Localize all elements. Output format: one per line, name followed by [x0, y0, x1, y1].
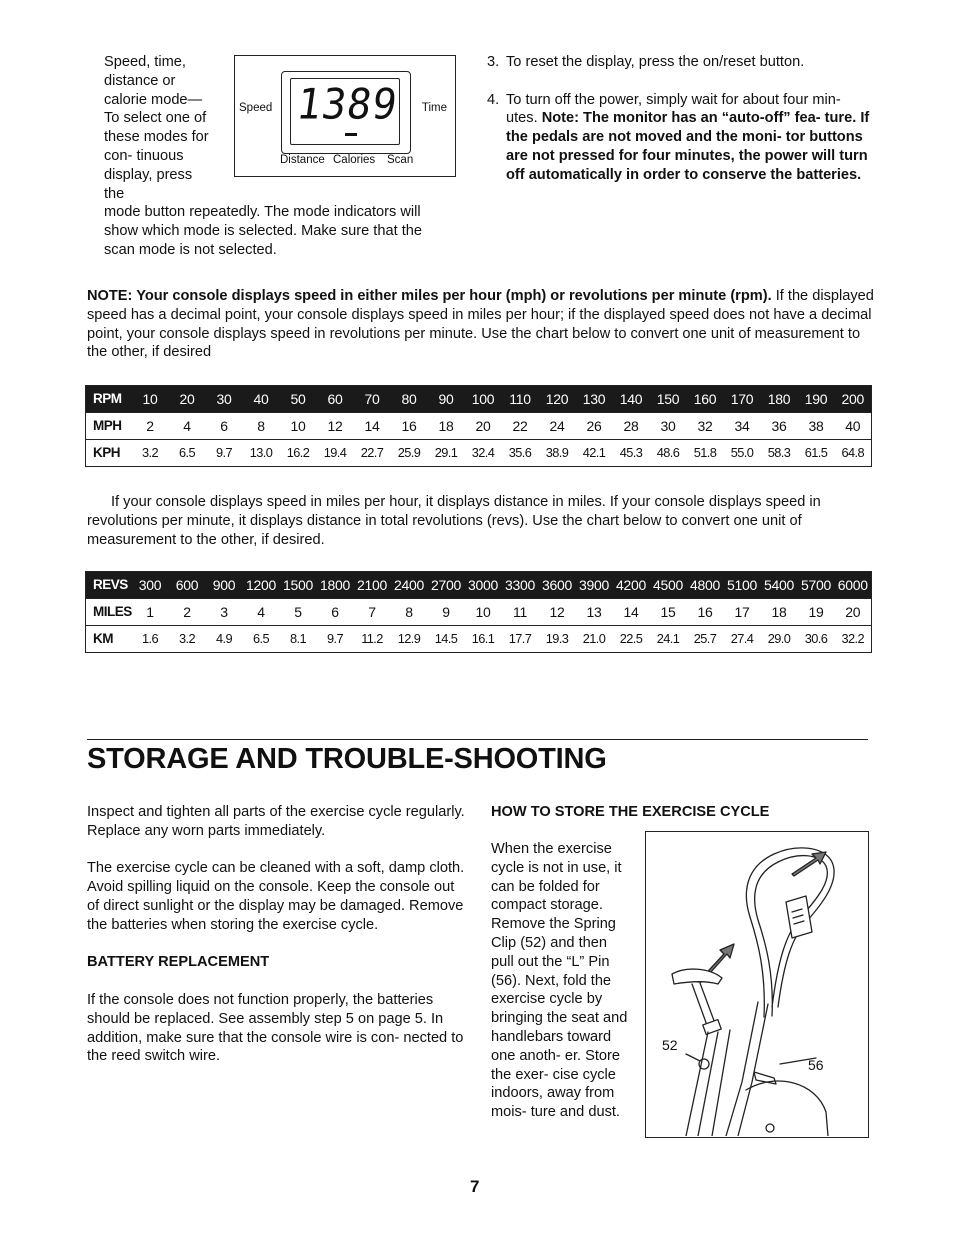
row-label: MPH — [86, 413, 132, 440]
table-cell: 27.4 — [724, 626, 761, 653]
table-cell: 42.1 — [576, 440, 613, 467]
table-cell: 16.2 — [280, 440, 317, 467]
table-cell: 2400 — [391, 572, 428, 599]
table-cell: 38.9 — [539, 440, 576, 467]
table-cell: 48.6 — [650, 440, 687, 467]
table-cell: 8.1 — [280, 626, 317, 653]
steps-list — [487, 53, 872, 203]
table-cell: 2100 — [354, 572, 391, 599]
table-cell: 1.6 — [132, 626, 169, 653]
table-cell: 3300 — [502, 572, 539, 599]
store-heading: HOW TO STORE THE EXERCISE CYCLE — [491, 804, 770, 820]
table-cell: 4 — [169, 413, 206, 440]
console-display-figure — [234, 55, 456, 177]
table-cell: 90 — [428, 386, 465, 413]
table-cell: 9.7 — [206, 440, 243, 467]
table-cell: 30 — [206, 386, 243, 413]
table-cell: 200 — [835, 386, 872, 413]
table-cell: 29.0 — [761, 626, 798, 653]
table-cell: 13.0 — [243, 440, 280, 467]
table-cell: 130 — [576, 386, 613, 413]
speed-conversion-table — [85, 385, 872, 467]
table-cell: 180 — [761, 386, 798, 413]
table-cell: 32.4 — [465, 440, 502, 467]
table-cell: 58.3 — [761, 440, 798, 467]
table-cell: 19.4 — [317, 440, 354, 467]
table-cell: 4500 — [650, 572, 687, 599]
lcd-window — [281, 71, 411, 154]
table-cell: 12.9 — [391, 626, 428, 653]
table-cell: 55.0 — [724, 440, 761, 467]
table-cell: 190 — [798, 386, 835, 413]
table-cell: 100 — [465, 386, 502, 413]
table-cell: 300 — [132, 572, 169, 599]
speed-note-bold: NOTE: Your console displays speed in either miles per hour (mph) or revolutions per minute (rpm). — [87, 288, 772, 304]
table-cell: 35.6 — [502, 440, 539, 467]
table-cell: 2 — [169, 599, 206, 626]
distance-units-note: If your console displays speed in miles per hour, it displays distance in miles. If your console displays speed in revolutions per minute, it displays distance in total revolutions (revs). Use the chart below to convert one unit of measurement to the other, if desired. — [87, 494, 821, 548]
table-cell: 11.2 — [354, 626, 391, 653]
table-cell: 5100 — [724, 572, 761, 599]
mode-instructions-wrapped: Speed, time, distance or calorie mode— To select one of these modes for con- tinuous display, press the — [104, 54, 209, 202]
frame-tube — [686, 1030, 730, 1136]
row-label: REVS — [86, 572, 132, 599]
cleaning-paragraph: The exercise cycle can be cleaned with a soft, damp cloth. Avoid spilling liquid on the console. Keep the console out of direct sunlight or the display may be damaged. Remove the batteries when storing the exercise cycle. — [87, 860, 465, 933]
battery-paragraph: If the console does not function properly, the batteries should be replaced. See assembly step 5 on page 5. In addition, make sure that the console wire is con- nected to the reed switch wire. — [87, 991, 464, 1065]
table-cell: 30 — [650, 413, 687, 440]
lcd-calories-label: Calories — [333, 154, 376, 166]
table-row — [86, 572, 872, 599]
table-row — [86, 440, 872, 467]
store-paragraph: When the exercise cycle is not in use, it can be folded for compact storage. Remove the Spring Clip (52) and then pull out the “L” Pin (56). Next, fold the exercise cycle by bringing the seat and handlebars toward one anoth- er. Store the exer- cise cycle indoors, away from mois- ture and dust. — [491, 841, 628, 1121]
section-title: STORAGE AND TROUBLE-SHOOTING — [87, 743, 607, 775]
table-row — [86, 626, 872, 653]
table-row — [86, 413, 872, 440]
table-cell: 5700 — [798, 572, 835, 599]
table-cell: 9 — [428, 599, 465, 626]
seat — [672, 969, 722, 984]
table-cell: 5400 — [761, 572, 798, 599]
table-cell: 18 — [428, 413, 465, 440]
table-cell: 25.9 — [391, 440, 428, 467]
step-3 — [487, 53, 872, 72]
table-cell: 10 — [465, 599, 502, 626]
table-cell: 51.8 — [687, 440, 724, 467]
table-cell: 3.2 — [132, 440, 169, 467]
table-cell: 20 — [465, 413, 502, 440]
table-cell: 19 — [798, 599, 835, 626]
table-cell: 16.1 — [465, 626, 502, 653]
table-cell: 10 — [280, 413, 317, 440]
table-cell: 6000 — [835, 572, 872, 599]
table-cell: 16 — [687, 599, 724, 626]
table-cell: 32.2 — [835, 626, 872, 653]
flywheel-housing — [746, 1081, 828, 1136]
table-cell: 4200 — [613, 572, 650, 599]
table-cell: 26 — [576, 413, 613, 440]
table-cell: 3000 — [465, 572, 502, 599]
table-cell: 600 — [169, 572, 206, 599]
table-cell: 170 — [724, 386, 761, 413]
table-cell: 14 — [354, 413, 391, 440]
table-cell: 6.5 — [243, 626, 280, 653]
table-cell: 13 — [576, 599, 613, 626]
lcd-scan-label: Scan — [387, 154, 414, 166]
table-cell: 22.5 — [613, 626, 650, 653]
l-pin-callout: 56 — [808, 1057, 824, 1073]
step-4 — [487, 91, 872, 185]
table-cell: 21.0 — [576, 626, 613, 653]
table-cell: 12 — [317, 413, 354, 440]
section-divider — [87, 739, 868, 740]
table-cell: 150 — [650, 386, 687, 413]
table-cell: 61.5 — [798, 440, 835, 467]
table-cell: 30.6 — [798, 626, 835, 653]
table-cell: 110 — [502, 386, 539, 413]
table-cell: 15 — [650, 599, 687, 626]
table-row — [86, 386, 872, 413]
table-cell: 2 — [132, 413, 169, 440]
lcd-screen — [290, 78, 400, 145]
table-cell: 19.3 — [539, 626, 576, 653]
folding-cycle-figure — [645, 831, 869, 1138]
table-cell: 20 — [835, 599, 872, 626]
table-cell: 24.1 — [650, 626, 687, 653]
table-cell: 10 — [132, 386, 169, 413]
table-cell: 1800 — [317, 572, 354, 599]
table-cell: 29.1 — [428, 440, 465, 467]
table-cell: 6 — [206, 413, 243, 440]
table-cell: 2700 — [428, 572, 465, 599]
table-cell: 40 — [243, 386, 280, 413]
table-cell: 34 — [724, 413, 761, 440]
table-cell: 120 — [539, 386, 576, 413]
table-cell: 45.3 — [613, 440, 650, 467]
battery-heading: BATTERY REPLACEMENT — [87, 954, 270, 971]
table-row — [86, 599, 872, 626]
table-cell: 8 — [243, 413, 280, 440]
table-cell: 4 — [243, 599, 280, 626]
table-cell: 3.2 — [169, 626, 206, 653]
speed-note-text: If the displayed speed has a decimal point, your console displays speed in miles per hour; if the displayed speed does not have a decimal point, your console displays speed in revolutions per minute. Use the chart below to convert one unit of measurement to the other, if desired — [87, 288, 874, 361]
table-cell: 22.7 — [354, 440, 391, 467]
row-label: MILES — [86, 599, 132, 626]
table-cell: 60 — [317, 386, 354, 413]
table-cell: 160 — [687, 386, 724, 413]
speed-units-note — [87, 287, 877, 362]
table-cell: 14.5 — [428, 626, 465, 653]
console-body — [786, 896, 812, 938]
table-cell: 4.9 — [206, 626, 243, 653]
lcd-distance-label: Distance — [280, 154, 325, 166]
lcd-digits: 1389 — [293, 80, 401, 130]
table-cell: 50 — [280, 386, 317, 413]
lcd-mode-indicator — [345, 133, 357, 136]
table-cell: 6 — [317, 599, 354, 626]
table-cell: 22 — [502, 413, 539, 440]
table-cell: 1200 — [243, 572, 280, 599]
step-number: 4. — [487, 91, 500, 108]
row-label: RPM — [86, 386, 132, 413]
spring-clip-callout: 52 — [662, 1037, 678, 1053]
frame-front — [726, 1002, 768, 1136]
table-cell: 20 — [169, 386, 206, 413]
table-cell: 38 — [798, 413, 835, 440]
table-cell: 64.8 — [835, 440, 872, 467]
table-cell: 9.7 — [317, 626, 354, 653]
inspect-paragraph: Inspect and tighten all parts of the exercise cycle regularly. Replace any worn parts immediately. — [87, 804, 465, 839]
auto-off-note: Note: The monitor has an “auto-off” fea- ture. If the pedals are not moved and the moni- tor buttons are not pressed for four minutes, the power will turn off automatically in order to conserve the batteries. — [506, 110, 870, 183]
table-cell: 4800 — [687, 572, 724, 599]
table-cell: 3 — [206, 599, 243, 626]
table-cell: 80 — [391, 386, 428, 413]
table-cell: 17.7 — [502, 626, 539, 653]
table-cell: 28 — [613, 413, 650, 440]
table-cell: 6.5 — [169, 440, 206, 467]
table-cell: 18 — [761, 599, 798, 626]
table-cell: 8 — [391, 599, 428, 626]
table-cell: 1 — [132, 599, 169, 626]
table-cell: 70 — [354, 386, 391, 413]
step-text-plain: To turn off the power, simply wait for about four min- utes. — [506, 91, 841, 127]
table-cell: 40 — [835, 413, 872, 440]
table-cell: 140 — [613, 386, 650, 413]
table-cell: 36 — [761, 413, 798, 440]
table-cell: 7 — [354, 599, 391, 626]
table-cell: 16 — [391, 413, 428, 440]
row-label: KM — [86, 626, 132, 653]
lcd-time-label: Time — [421, 102, 447, 114]
table-cell: 3600 — [539, 572, 576, 599]
lcd-speed-label: Speed — [239, 102, 273, 114]
step-number: 3. — [487, 54, 500, 70]
page-number: 7 — [470, 1177, 480, 1196]
table-cell: 17 — [724, 599, 761, 626]
row-label: KPH — [86, 440, 132, 467]
table-cell: 12 — [539, 599, 576, 626]
table-cell: 1500 — [280, 572, 317, 599]
table-cell: 25.7 — [687, 626, 724, 653]
mode-instructions-continued: mode button repeatedly. The mode indicators will show which mode is selected. Make sure that the scan mode is not selected. — [104, 204, 422, 258]
table-cell: 32 — [687, 413, 724, 440]
spring-clip — [699, 1059, 709, 1069]
folding-cycle-illustration — [646, 832, 867, 1136]
distance-conversion-table — [85, 571, 872, 653]
table-cell: 5 — [280, 599, 317, 626]
table-cell: 900 — [206, 572, 243, 599]
step-text — [506, 91, 872, 185]
storage-left-column — [87, 803, 467, 1085]
step-text: To reset the display, press the on/reset button. — [506, 54, 805, 70]
table-cell: 14 — [613, 599, 650, 626]
table-cell: 24 — [539, 413, 576, 440]
table-cell: 11 — [502, 599, 539, 626]
table-cell: 3900 — [576, 572, 613, 599]
